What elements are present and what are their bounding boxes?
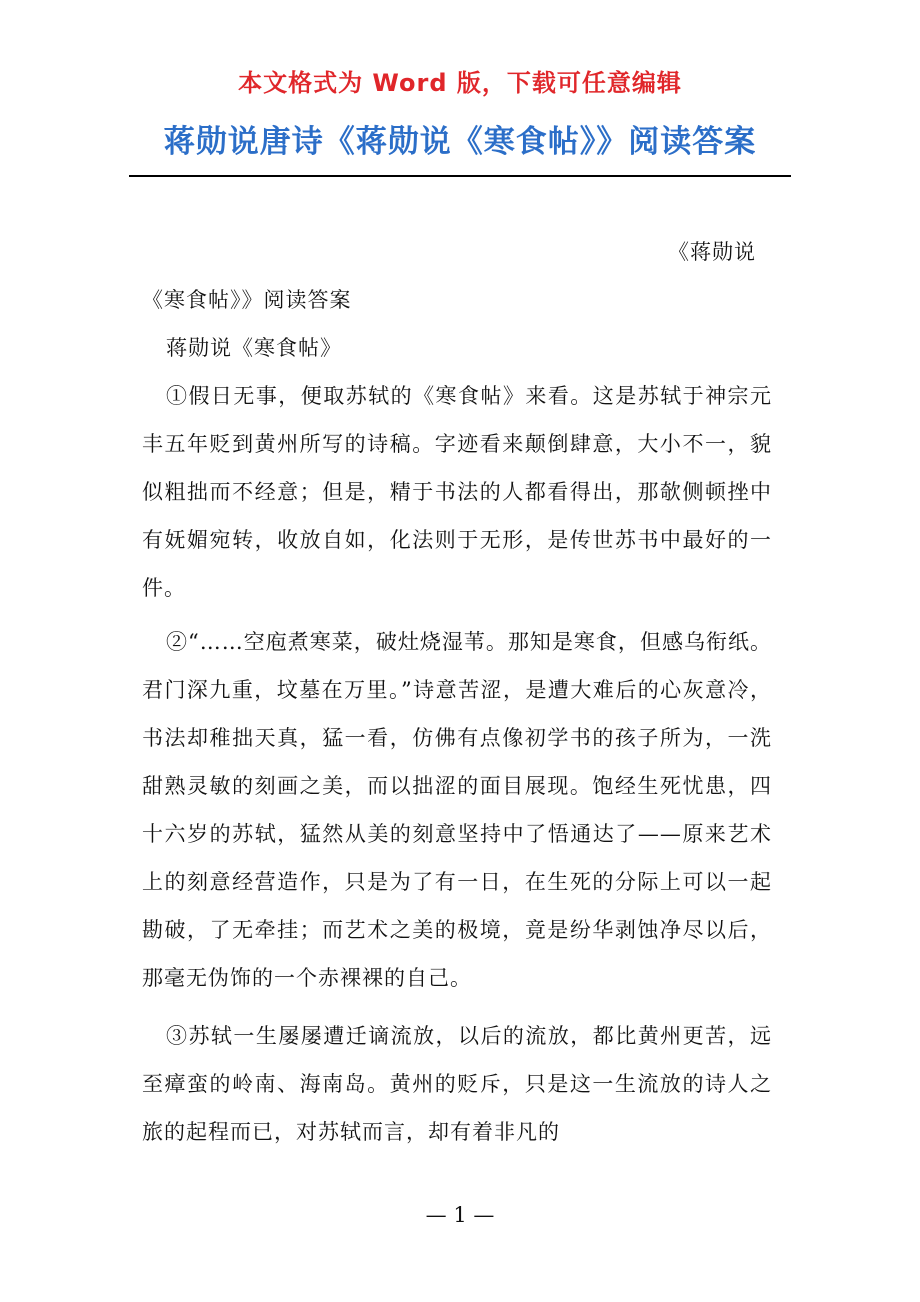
document-body — [142, 228, 772, 1156]
title-divider — [129, 175, 791, 177]
format-notice-banner: 本文格式为 Word 版，下载可任意编辑 — [238, 69, 682, 97]
paragraph-2: ②“……空庖煮寒菜，破灶烧湿苇。那知是寒食，但感乌衔纸。君门深九重，坟墓在万里。”诗意苦涩，是遭大难后的心灰意冷，书法却稚拙天真，猛一看，仿佛有点像初学书的孩子所为，一洗甜熟灵敏的刻画之美，而以拙涩的面目展现。饱经生死忧患，四十六岁的苏轼，猛然从美的刻意坚持中了悟通达了——原来艺术上的刻意经营造作，只是为了有一日，在生死的分际上可以一起勘破，了无牵挂；而艺术之美的极境，竟是纷华剥蚀净尽以后，那毫无伪饰的一个赤裸裸的自己。 — [142, 630, 772, 990]
subtitle-line-1: 《蒋勋说 — [668, 240, 756, 264]
document-title: 蒋勋说唐诗《蒋勋说《寒食帖》》阅读答案 — [163, 124, 757, 160]
paragraph-1: ①假日无事，便取苏轼的《寒食帖》来看。这是苏轼于神宗元丰五年贬到黄州所写的诗稿。字迹看来颠倒肆意，大小不一，貌似粗拙而不经意；但是，精于书法的人都看得出，那欹侧顿挫中有妩媚宛转，收放自如，化法则于无形，是传世苏书中最好的一件。 — [142, 384, 772, 600]
page-number: — 1 — — [425, 1203, 495, 1227]
subtitle-line-2: 《寒食帖》》阅读答案 — [142, 288, 352, 312]
paragraph-3: ③苏轼一生屡屡遭迁谪流放，以后的流放，都比黄州更苦，远至瘴蛮的岭南、海南岛。黄州的贬斥，只是这一生流放的诗人之旅的起程而已，对苏轼而言，却有着非凡的 — [142, 1024, 772, 1144]
section-heading: 蒋勋说《寒食帖》 — [166, 336, 342, 360]
